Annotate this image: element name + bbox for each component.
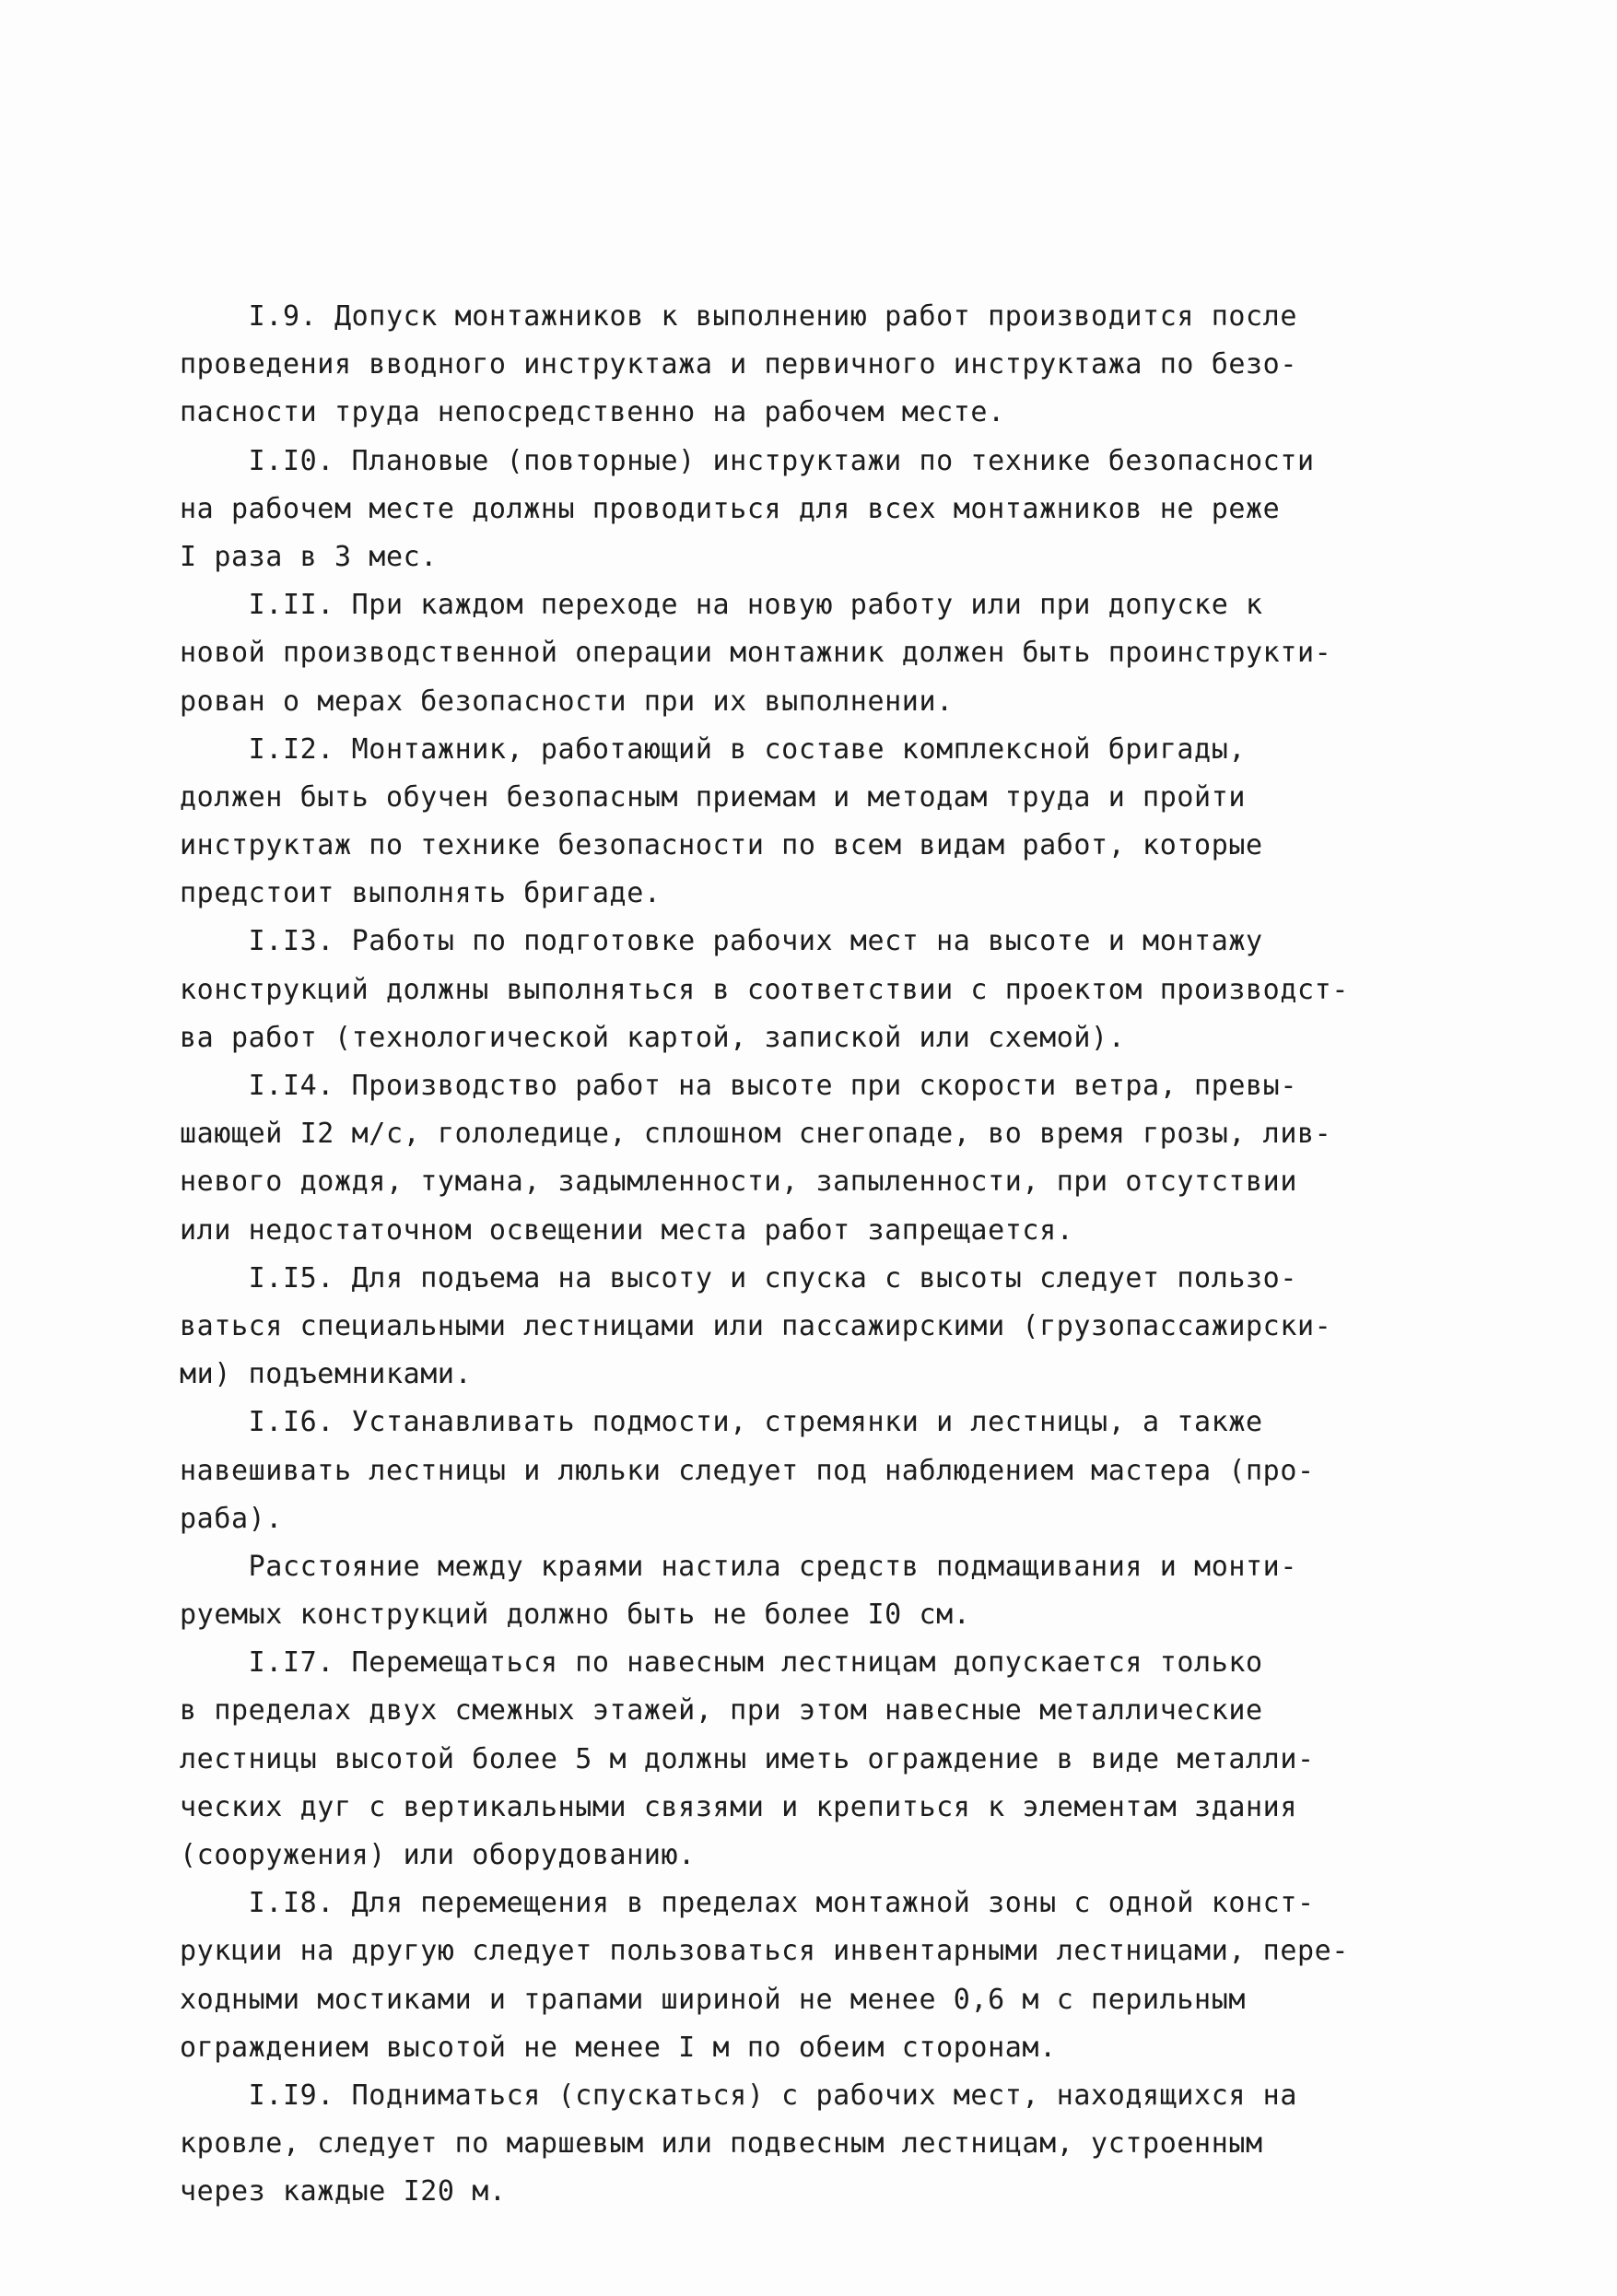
text-line: рукции на другую следует пользоваться инвентарными лестницами, пере- [180, 1935, 1349, 1968]
text-line: через каждые I20 м. [180, 2175, 507, 2208]
text-line: конструкций должны выполняться в соответствии с проектом производст- [180, 973, 1349, 1006]
text-line: ваться специальными лестницами или пассажирскими (грузопассажирски- [180, 1309, 1332, 1342]
text-line: I.I7. Перемещаться по навесным лестницам допускается только [180, 1646, 1263, 1680]
text-line: шающей I2 м/с, гололедице, сплошном снегопаде, во время грозы, лив- [180, 1118, 1332, 1151]
text-line: ограждением высотой не менее I м по обеим сторонам. [180, 2031, 1057, 2064]
document-body [180, 293, 1488, 2217]
text-line: I.I9. Подниматься (спускаться) с рабочих мест, находящихся на [180, 2079, 1297, 2112]
text-line: I.I5. Для подъема на высоту и спуска с высоты следует пользо- [180, 1261, 1297, 1294]
text-line: в пределах двух смежных этажей, при этом навесные металлические [180, 1694, 1263, 1728]
text-line: ми) подъемниками. [180, 1358, 473, 1391]
text-line: I.I0. Плановые (повторные) инструктажи по технике безопасности [180, 444, 1315, 477]
text-line: должен быть обучен безопасным приемам и методам труда и пройти [180, 780, 1247, 814]
text-line: руемых конструкций должно быть не более I0 см. [180, 1599, 971, 1632]
text-line: на рабочем месте должны проводиться для всех монтажников не реже [180, 492, 1281, 525]
text-line: I.I4. Производство работ на высоте при скорости ветра, превы- [180, 1070, 1297, 1102]
text-line: кровле, следует по маршевым или подвесным лестницам, устроенным [180, 2127, 1263, 2161]
text-line: (сооружения) или оборудованию. [180, 1839, 696, 1871]
text-line: рован о мерах безопасности при их выполнении. [180, 685, 954, 718]
text-line: проведения вводного инструктажа и первичного инструктажа по безо- [180, 348, 1297, 381]
text-line: I.I2. Монтажник, работающий в составе комплексной бригады, [180, 732, 1247, 766]
text-line: ходными мостиками и трапами шириной не менее 0,6 м с перильным [180, 1983, 1247, 2016]
text-line: инструктаж по технике безопасности по всем видам работ, которые [180, 829, 1263, 862]
text-line: ва работ (технологической картой, запиской или схемой). [180, 1021, 1126, 1054]
text-line: I.9. Допуск монтажников к выполнению работ производится после [180, 300, 1297, 333]
text-line: или недостаточном освещении места работ запрещается. [180, 1213, 1074, 1247]
text-line: предстоит выполнять бригаде. [180, 877, 662, 910]
text-line: I.I8. Для перемещения в пределах монтажной зоны с одной конст- [180, 1887, 1315, 1920]
text-line: раба). [180, 1502, 283, 1535]
text-line: лестницы высотой более 5 м должны иметь ограждение в виде металли- [180, 1742, 1315, 1775]
text-line: пасности труда непосредственно на рабочем месте. [180, 396, 1005, 429]
text-line: ческих дуг с вертикальными связями и крепиться к элементам здания [180, 1790, 1297, 1823]
text-line: невого дождя, тумана, задымленности, запыленности, при отсутствии [180, 1166, 1297, 1199]
text-line: I.I3. Работы по подготовке рабочих мест на высоте и монтажу [180, 925, 1263, 958]
text-line: I раза в 3 мес. [180, 540, 438, 573]
text-line: навешивать лестницы и люльки следует под наблюдением мастера (про- [180, 1454, 1315, 1487]
text-line: I.I6. Устанавливать подмости, стремянки и лестницы, а также [180, 1406, 1263, 1439]
text-line: новой производственной операции монтажник должен быть проинструкти- [180, 637, 1332, 670]
text-line: I.II. При каждом переходе на новую работу или при допуске к [180, 589, 1263, 622]
text-line: Расстояние между краями настила средств подмащивания и монти- [180, 1550, 1297, 1583]
